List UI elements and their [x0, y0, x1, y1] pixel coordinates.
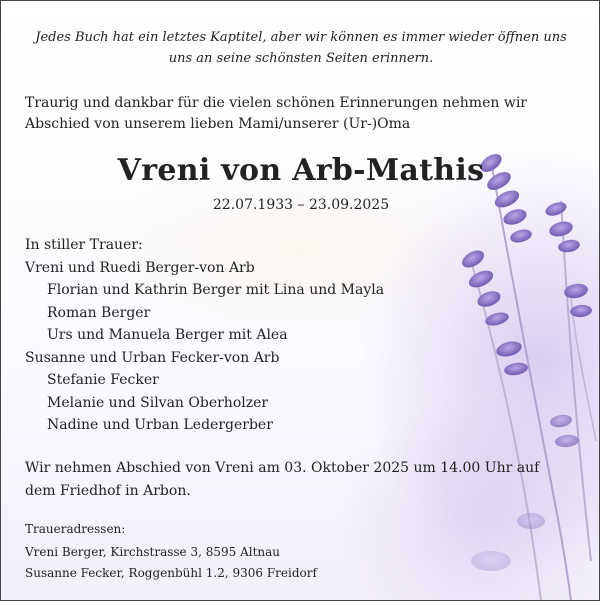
- mourners-heading: In stiller Trauer:: [25, 237, 143, 253]
- quote: Jedes Buch hat ein letztes Kaptitel, aber wir können es immer wieder öffnen uns uns an seine schönsten Seiten erinnern.: [35, 30, 567, 66]
- farewell-text: Wir nehmen Abschied von Vreni am 03. Oktober 2025 um 14.00 Uhr auf dem Friedhof in Arbon.: [25, 460, 540, 499]
- mourner-line: Susanne und Urban Fecker-von Arb: [25, 349, 280, 366]
- mourner-line: Melanie und Silvan Oberholzer: [47, 394, 269, 411]
- mourner-line: Roman Berger: [47, 304, 151, 321]
- life-dates: 22.07.1933 – 23.09.2025: [212, 197, 390, 213]
- address-line: Susanne Fecker, Roggenbühl 1.2, 9306 Freidorf: [25, 566, 317, 580]
- address-line: Vreni Berger, Kirchstrasse 3, 8595 Altnau: [25, 545, 281, 559]
- mourner-line: Stefanie Fecker: [47, 372, 159, 388]
- mourner-line: Florian und Kathrin Berger mit Lina und Mayla: [47, 282, 385, 298]
- mourner-line: Urs und Manuela Berger mit Alea: [47, 327, 288, 343]
- mourner-line: Nadine und Urban Ledergerber: [47, 417, 273, 433]
- mourners-list: [25, 234, 445, 437]
- deceased-name: Vreni von Arb-Mathis: [117, 153, 485, 188]
- addresses-heading: Traueradressen:: [25, 522, 126, 536]
- addresses: [25, 519, 425, 584]
- mourner-line: Vreni und Ruedi Berger-von Arb: [25, 259, 255, 276]
- intro-text: Traurig und dankbar für die vielen schönen Erinnerungen nehmen wir Abschied von unserem lieben Mami/unserer (Ur-)Oma: [25, 95, 527, 132]
